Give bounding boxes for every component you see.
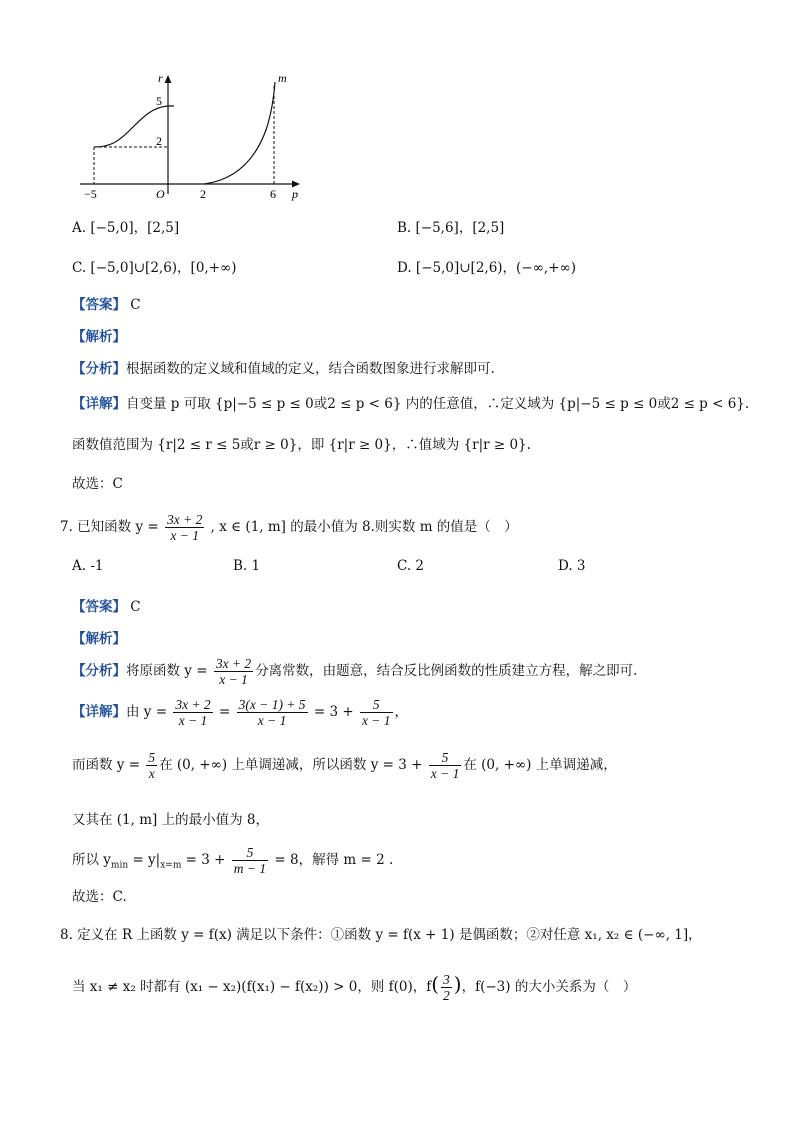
frac-den: m − 1: [233, 861, 267, 876]
q7-option-c: C. 2: [397, 558, 425, 574]
detail-tag: 【详解】: [72, 704, 126, 720]
fenxi-tag: 【分析】: [72, 361, 126, 377]
detail-text: 自变量 p 可取 {p|−5 ≤ p ≤ 0或2 ≤ p < 6} 内的任意值，∴定义域为 {p|−5 ≤ p ≤ 0或2 ≤ p < 6}.: [126, 396, 750, 412]
detail-frac-3: [360, 697, 393, 728]
q6-fenxi: [72, 359, 495, 379]
detail-l4-pre: 所以 y: [72, 852, 111, 868]
detail-frac-1: [173, 697, 212, 728]
q7-detail-line2: [72, 750, 617, 781]
q6-detail-line1: [72, 394, 749, 414]
subscript-min: min: [110, 860, 129, 871]
function-graph: [70, 70, 310, 205]
q7-detail-line1: [72, 697, 408, 728]
right-paren: ): [453, 972, 462, 996]
q6-option-d: D. [−5,0]∪[2,6)，(−∞,+∞): [397, 260, 576, 276]
frac-num: 5: [148, 750, 156, 765]
detail-frac-2: [237, 697, 308, 728]
y-axis-arrow: [165, 75, 172, 83]
left-paren: (: [431, 972, 440, 996]
q7-detail-line4: [72, 845, 393, 876]
q6-option-b: B. [−5,6]，[2,5]: [397, 220, 505, 236]
q7-option-d: D. 3: [558, 558, 586, 574]
tick-y-5: 5: [156, 94, 162, 108]
comma: ，: [394, 704, 409, 720]
answer-value: C: [130, 297, 141, 313]
q8-stem-line1: 8. 定义在 R 上函数 y = f(x) 满足以下条件：①函数 y = f(x + 1) 是偶函数；②对任意 x₁, x₂ ∈ (−∞, 1]，: [60, 927, 702, 943]
tick-x-origin: O: [156, 187, 165, 201]
q7-frac-den: x − 1: [170, 528, 199, 543]
tick-x-neg5: −5: [84, 187, 97, 201]
q7-analysis-heading: 【解析】: [72, 631, 126, 647]
detail-l4-frac: [232, 845, 268, 876]
subscript-x-eq-m: x=m: [160, 860, 182, 871]
curve-label: m: [278, 71, 287, 85]
detail-l1-pre: 由 y =: [126, 704, 168, 720]
fenxi-pre: 将原函数 y =: [126, 663, 208, 679]
q7-option-b: B. 1: [233, 558, 261, 574]
detail-l4-post: = 8，解得 m = 2 .: [274, 852, 394, 868]
frac-den: x − 1: [257, 713, 287, 728]
detail-l2-post: 在 (0, +∞) 上单调递减，: [463, 757, 617, 773]
detail-l2-frac-1: [146, 750, 157, 781]
equals: =: [218, 704, 231, 720]
q7-frac-num: 3x + 2: [167, 512, 203, 527]
q8-fraction: [441, 972, 452, 1003]
equals-3-plus: = 3 +: [313, 704, 354, 720]
frac-num: 3(x − 1) + 5: [238, 697, 306, 712]
detail-l4-mid: = y|: [132, 852, 161, 868]
q7-stem: [60, 512, 518, 543]
right-curve: [204, 82, 275, 184]
tick-x-2: 2: [200, 187, 206, 201]
tick-y-2: 2: [156, 134, 162, 148]
fenxi-text: 根据函数的定义域和值域的定义，结合函数图象进行求解即可.: [126, 361, 495, 377]
detail-tag: 【详解】: [72, 396, 126, 412]
y-axis-label: r: [158, 71, 163, 85]
frac-num: 5: [429, 750, 462, 766]
frac-den: x − 1: [361, 713, 391, 728]
frac-den: 2: [443, 988, 450, 1003]
detail-l2-frac-2: [429, 750, 462, 781]
detail-l2-mid: 在 (0, +∞) 上单调递减，所以函数 y = 3 +: [159, 757, 423, 773]
q7-detail-line3: 又其在 (1, m] 上的最小值为 8，: [72, 812, 269, 828]
q6-option-a: A. [−5,0]，[2,5]: [72, 220, 180, 236]
fenxi-fraction: [214, 656, 253, 687]
frac-den: x − 1: [178, 713, 208, 728]
answer-tag: 【答案】: [72, 599, 126, 615]
q8-line2-post: ，f(−3) 的大小关系为（ ）: [461, 979, 637, 995]
q6-option-c: C. [−5,0]∪[2,6)，[0,+∞): [72, 260, 237, 276]
frac-num: 3x + 2: [175, 697, 211, 712]
q6-choose: 故选：C: [72, 476, 123, 492]
frac-num: 3: [443, 972, 450, 987]
frac-num: 5: [232, 845, 268, 861]
fenxi-frac-den: x − 1: [219, 672, 248, 687]
fenxi-post: 分离常数，由题意，结合反比例函数的性质建立方程，解之即可.: [255, 663, 638, 679]
answer-tag: 【答案】: [72, 297, 126, 313]
q7-suffix: , x ∈ (1, m] 的最小值为 8.则实数 m 的值是（ ）: [210, 519, 518, 535]
q7-answer: [72, 597, 141, 617]
detail-l2-pre: 而函数 y =: [72, 757, 141, 773]
q7-option-a: A. -1: [72, 558, 104, 574]
detail-l4-eq: = 3 +: [185, 852, 226, 868]
frac-den: x: [148, 766, 155, 781]
q8-stem-line2: [72, 972, 636, 1003]
q6-answer: [72, 295, 141, 315]
q7-choose: 故选：C.: [72, 889, 127, 905]
q7-fenxi: [72, 656, 637, 687]
left-curve: [94, 106, 174, 147]
q7-prefix: 7. 已知函数 y =: [60, 519, 159, 535]
x-axis-label: p: [292, 187, 298, 201]
frac-den: x − 1: [430, 766, 460, 781]
tick-x-6: 6: [270, 187, 276, 201]
q6-detail-line2: 函数值范围为 {r|2 ≤ r ≤ 5或r ≥ 0}，即 {r|r ≥ 0}，∴值域为 {r|r ≥ 0}.: [72, 437, 531, 453]
fenxi-frac-num: 3x + 2: [215, 656, 252, 671]
q6-analysis-heading: 【解析】: [72, 329, 126, 345]
answer-value: C: [130, 599, 141, 615]
q7-fraction: [165, 512, 204, 543]
fenxi-tag: 【分析】: [72, 663, 126, 679]
q8-line2-pre: 当 x₁ ≠ x₂ 时都有 (x₁ − x₂)(f(x₁) − f(x₂)) > 0，则 f(0)，f: [72, 979, 432, 995]
frac-num: 5: [360, 697, 393, 713]
